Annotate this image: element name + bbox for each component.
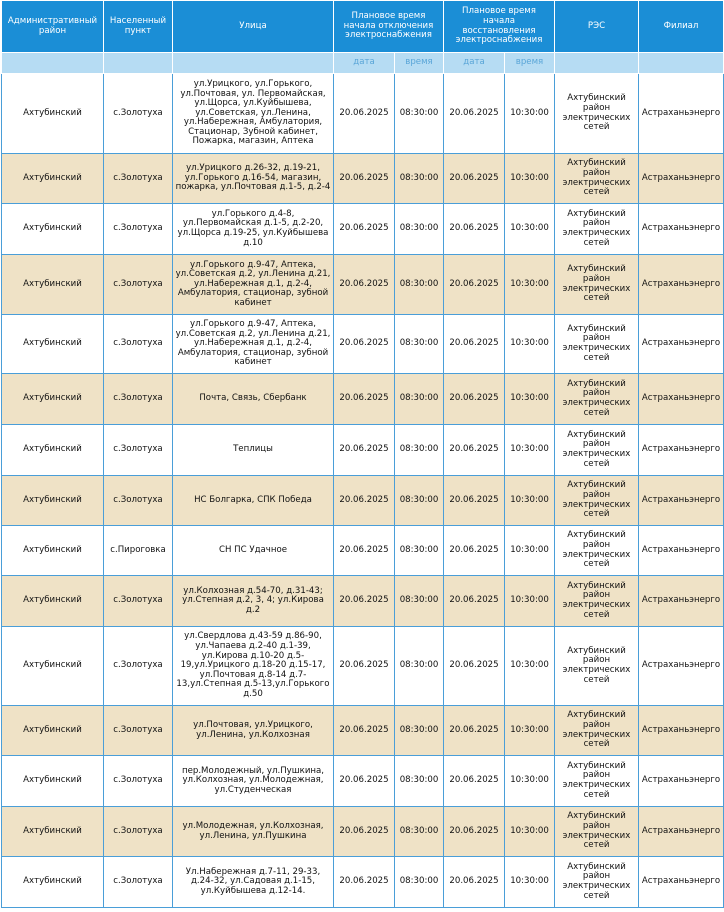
on-date-cell: 20.06.2025 <box>444 154 505 204</box>
district-cell: Ахтубинский <box>2 425 104 476</box>
on-time-cell: 10:30:00 <box>505 526 555 576</box>
branch-cell: Астраханьэнерго <box>639 374 724 425</box>
street-cell: НС Болгарка, СПК Победа <box>173 476 334 526</box>
off-time-cell: 08:30:00 <box>395 476 444 526</box>
res-header: РЭС <box>555 1 639 53</box>
locality-cell: с.Золотуха <box>104 425 173 476</box>
table-row <box>2 807 724 857</box>
branch-cell: Астраханьэнерго <box>639 476 724 526</box>
on-date-cell: 20.06.2025 <box>444 706 505 756</box>
res-cell: Ахтубинский район электрических сетей <box>555 374 639 425</box>
on-time-cell: 10:30:00 <box>505 756 555 807</box>
street-cell: пер.Молодежный, ул.Пушкина, ул.Колхозная, ул.Молодежная, ул.Студенческая <box>173 756 334 807</box>
street-cell: ул.Свердлова д.43-59 д.86-90, ул.Чапаева д.2-40 д.1-39, ул.Кирова д.10-20 д.5-19,ул.Урицкого д.18-20 д.15-17, ул.Почтовая д.8-14 д.7-13,ул.Степная д.5-13,ул.Горького д.50 <box>173 627 334 706</box>
off-date-cell: 20.06.2025 <box>334 425 395 476</box>
off-time-cell: 08:30:00 <box>395 857 444 908</box>
street-cell: Ул.Набережная д.7-11, 29-33, д.24-32, ул.Садовая д.1-15, ул.Куйбышева д.12-14. <box>173 857 334 908</box>
street-cell: ул.Молодежная, ул.Колхозная, ул.Ленина, ул.Пушкина <box>173 807 334 857</box>
table-row <box>2 255 724 315</box>
locality-cell: с.Золотуха <box>104 706 173 756</box>
district-cell: Ахтубинский <box>2 807 104 857</box>
district-cell: Ахтубинский <box>2 154 104 204</box>
planned-on-header: Плановое время начала восстановления электроснабжения <box>444 1 555 53</box>
table-row <box>2 857 724 908</box>
on-date-subheader: дата <box>444 53 505 74</box>
off-time-cell: 08:30:00 <box>395 576 444 627</box>
street-cell: ул.Колхозная д.54-70, д.31-43; ул.Степная д.2, 3, 4; ул.Кирова д.2 <box>173 576 334 627</box>
street-cell: ул.Горького д.9-47, Аптека, ул.Советская д.2, ул.Ленина д.21, ул.Набережная д.1, д.2-4, Амбулатория, стационар, зубной кабинет <box>173 255 334 315</box>
res-cell: Ахтубинский район электрических сетей <box>555 857 639 908</box>
off-date-cell: 20.06.2025 <box>334 756 395 807</box>
street-cell: ул.Горького д.4-8, ул.Первомайская д.1-5, д.2-20, ул.Щорса д.19-25, ул.Куйбышева д.10 <box>173 204 334 255</box>
table-row <box>2 204 724 255</box>
branch-cell: Астраханьэнерго <box>639 706 724 756</box>
off-time-cell: 08:30:00 <box>395 315 444 374</box>
on-time-cell: 10:30:00 <box>505 425 555 476</box>
branch-cell: Астраханьэнерго <box>639 857 724 908</box>
district-cell: Ахтубинский <box>2 526 104 576</box>
table-row <box>2 425 724 476</box>
off-date-cell: 20.06.2025 <box>334 204 395 255</box>
header-row <box>2 1 724 53</box>
on-time-cell: 10:30:00 <box>505 476 555 526</box>
on-date-cell: 20.06.2025 <box>444 627 505 706</box>
on-time-cell: 10:30:00 <box>505 627 555 706</box>
district-cell: Ахтубинский <box>2 255 104 315</box>
branch-cell: Астраханьэнерго <box>639 756 724 807</box>
branch-cell: Астраханьэнерго <box>639 526 724 576</box>
district-cell: Ахтубинский <box>2 627 104 706</box>
off-date-cell: 20.06.2025 <box>334 627 395 706</box>
off-date-cell: 20.06.2025 <box>334 74 395 154</box>
on-time-cell: 10:30:00 <box>505 154 555 204</box>
res-cell: Ахтубинский район электрических сетей <box>555 756 639 807</box>
table-body <box>2 74 724 908</box>
branch-cell: Астраханьэнерго <box>639 74 724 154</box>
table-row <box>2 154 724 204</box>
res-cell: Ахтубинский район электрических сетей <box>555 204 639 255</box>
branch-cell: Астраханьэнерго <box>639 576 724 627</box>
subheader-empty <box>2 53 104 74</box>
on-time-cell: 10:30:00 <box>505 576 555 627</box>
district-cell: Ахтубинский <box>2 857 104 908</box>
off-time-cell: 08:30:00 <box>395 425 444 476</box>
subheader-empty <box>104 53 173 74</box>
on-time-cell: 10:30:00 <box>505 255 555 315</box>
subheader-empty <box>173 53 334 74</box>
table-row <box>2 476 724 526</box>
locality-cell: с.Золотуха <box>104 627 173 706</box>
on-date-cell: 20.06.2025 <box>444 576 505 627</box>
street-cell: ул.Урицкого, ул.Горького, ул.Почтовая, ул. Первомайская, ул.Щорса, ул.Куйбышева, ул.Советская, ул.Ленина, ул.Набережная, Амбулатория, Стационар, Зубной кабинет, Пожарка, магазин, Аптека <box>173 74 334 154</box>
off-date-cell: 20.06.2025 <box>334 315 395 374</box>
locality-cell: с.Золотуха <box>104 204 173 255</box>
street-header: Улица <box>173 1 334 53</box>
branch-header: Филиал <box>639 1 724 53</box>
locality-cell: с.Золотуха <box>104 857 173 908</box>
on-date-cell: 20.06.2025 <box>444 374 505 425</box>
branch-cell: Астраханьэнерго <box>639 315 724 374</box>
street-cell: Теплицы <box>173 425 334 476</box>
off-date-cell: 20.06.2025 <box>334 374 395 425</box>
table-row <box>2 756 724 807</box>
res-cell: Ахтубинский район электрических сетей <box>555 315 639 374</box>
district-cell: Ахтубинский <box>2 74 104 154</box>
on-date-cell: 20.06.2025 <box>444 255 505 315</box>
table-row <box>2 576 724 627</box>
branch-cell: Астраханьэнерго <box>639 154 724 204</box>
street-cell: СН ПС Удачное <box>173 526 334 576</box>
off-time-cell: 08:30:00 <box>395 204 444 255</box>
branch-cell: Астраханьэнерго <box>639 807 724 857</box>
locality-cell: с.Золотуха <box>104 576 173 627</box>
res-cell: Ахтубинский район электрических сетей <box>555 627 639 706</box>
locality-cell: с.Золотуха <box>104 154 173 204</box>
off-date-cell: 20.06.2025 <box>334 526 395 576</box>
on-time-cell: 10:30:00 <box>505 204 555 255</box>
on-time-cell: 10:30:00 <box>505 857 555 908</box>
locality-cell: с.Золотуха <box>104 374 173 425</box>
locality-cell: с.Золотуха <box>104 807 173 857</box>
on-date-cell: 20.06.2025 <box>444 476 505 526</box>
on-time-cell: 10:30:00 <box>505 807 555 857</box>
branch-cell: Астраханьэнерго <box>639 204 724 255</box>
subheader-empty <box>639 53 724 74</box>
table-row <box>2 74 724 154</box>
district-cell: Ахтубинский <box>2 576 104 627</box>
on-date-cell: 20.06.2025 <box>444 315 505 374</box>
district-cell: Ахтубинский <box>2 756 104 807</box>
res-cell: Ахтубинский район электрических сетей <box>555 74 639 154</box>
off-time-cell: 08:30:00 <box>395 74 444 154</box>
branch-cell: Астраханьэнерго <box>639 425 724 476</box>
table-row <box>2 526 724 576</box>
off-time-cell: 08:30:00 <box>395 756 444 807</box>
on-time-subheader: время <box>505 53 555 74</box>
res-cell: Ахтубинский район электрических сетей <box>555 425 639 476</box>
locality-cell: с.Пироговка <box>104 526 173 576</box>
street-cell: ул.Горького д.9-47, Аптека, ул.Советская д.2, ул.Ленина д.21, ул.Набережная д.1, д.2-4, Амбулатория, стационар, зубной кабинет <box>173 315 334 374</box>
district-cell: Ахтубинский <box>2 374 104 425</box>
locality-cell: с.Золотуха <box>104 315 173 374</box>
branch-cell: Астраханьэнерго <box>639 627 724 706</box>
off-time-cell: 08:30:00 <box>395 627 444 706</box>
on-date-cell: 20.06.2025 <box>444 526 505 576</box>
table-row <box>2 374 724 425</box>
on-time-cell: 10:30:00 <box>505 706 555 756</box>
locality-cell: с.Золотуха <box>104 756 173 807</box>
on-time-cell: 10:30:00 <box>505 74 555 154</box>
res-cell: Ахтубинский район электрических сетей <box>555 476 639 526</box>
off-date-cell: 20.06.2025 <box>334 706 395 756</box>
district-cell: Ахтубинский <box>2 706 104 756</box>
on-time-cell: 10:30:00 <box>505 374 555 425</box>
on-date-cell: 20.06.2025 <box>444 857 505 908</box>
district-cell: Ахтубинский <box>2 315 104 374</box>
locality-cell: с.Золотуха <box>104 476 173 526</box>
street-cell: Почта, Связь, Сбербанк <box>173 374 334 425</box>
on-time-cell: 10:30:00 <box>505 315 555 374</box>
res-cell: Ахтубинский район электрических сетей <box>555 154 639 204</box>
on-date-cell: 20.06.2025 <box>444 756 505 807</box>
off-time-subheader: время <box>395 53 444 74</box>
locality-cell: с.Золотуха <box>104 74 173 154</box>
district-cell: Ахтубинский <box>2 476 104 526</box>
off-time-cell: 08:30:00 <box>395 374 444 425</box>
street-cell: ул.Урицкого д.26-32, д.19-21, ул.Горького д.16-54, магазин, пожарка, ул.Почтовая д.1-5, д.2-4 <box>173 154 334 204</box>
locality-header: Населенный пункт <box>104 1 173 53</box>
off-date-cell: 20.06.2025 <box>334 857 395 908</box>
branch-cell: Астраханьэнерго <box>639 255 724 315</box>
on-date-cell: 20.06.2025 <box>444 807 505 857</box>
on-date-cell: 20.06.2025 <box>444 204 505 255</box>
res-cell: Ахтубинский район электрических сетей <box>555 807 639 857</box>
res-cell: Ахтубинский район электрических сетей <box>555 706 639 756</box>
table-row <box>2 315 724 374</box>
res-cell: Ахтубинский район электрических сетей <box>555 576 639 627</box>
street-cell: ул.Почтовая, ул.Урицкого, ул.Ленина, ул.Колхозная <box>173 706 334 756</box>
res-cell: Ахтубинский район электрических сетей <box>555 255 639 315</box>
on-date-cell: 20.06.2025 <box>444 74 505 154</box>
off-time-cell: 08:30:00 <box>395 807 444 857</box>
off-date-cell: 20.06.2025 <box>334 154 395 204</box>
off-date-cell: 20.06.2025 <box>334 255 395 315</box>
planned-off-header: Плановое время начала отключения электроснабжения <box>334 1 444 53</box>
subheader-empty <box>555 53 639 74</box>
off-time-cell: 08:30:00 <box>395 706 444 756</box>
table-row <box>2 627 724 706</box>
district-header: Административный район <box>2 1 104 53</box>
res-cell: Ахтубинский район электрических сетей <box>555 526 639 576</box>
off-time-cell: 08:30:00 <box>395 154 444 204</box>
table-row <box>2 706 724 756</box>
off-date-cell: 20.06.2025 <box>334 807 395 857</box>
off-date-subheader: дата <box>334 53 395 74</box>
locality-cell: с.Золотуха <box>104 255 173 315</box>
off-date-cell: 20.06.2025 <box>334 576 395 627</box>
on-date-cell: 20.06.2025 <box>444 425 505 476</box>
district-cell: Ахтубинский <box>2 204 104 255</box>
subheader-row <box>2 53 724 74</box>
off-time-cell: 08:30:00 <box>395 255 444 315</box>
off-time-cell: 08:30:00 <box>395 526 444 576</box>
off-date-cell: 20.06.2025 <box>334 476 395 526</box>
outage-table <box>1 0 724 908</box>
